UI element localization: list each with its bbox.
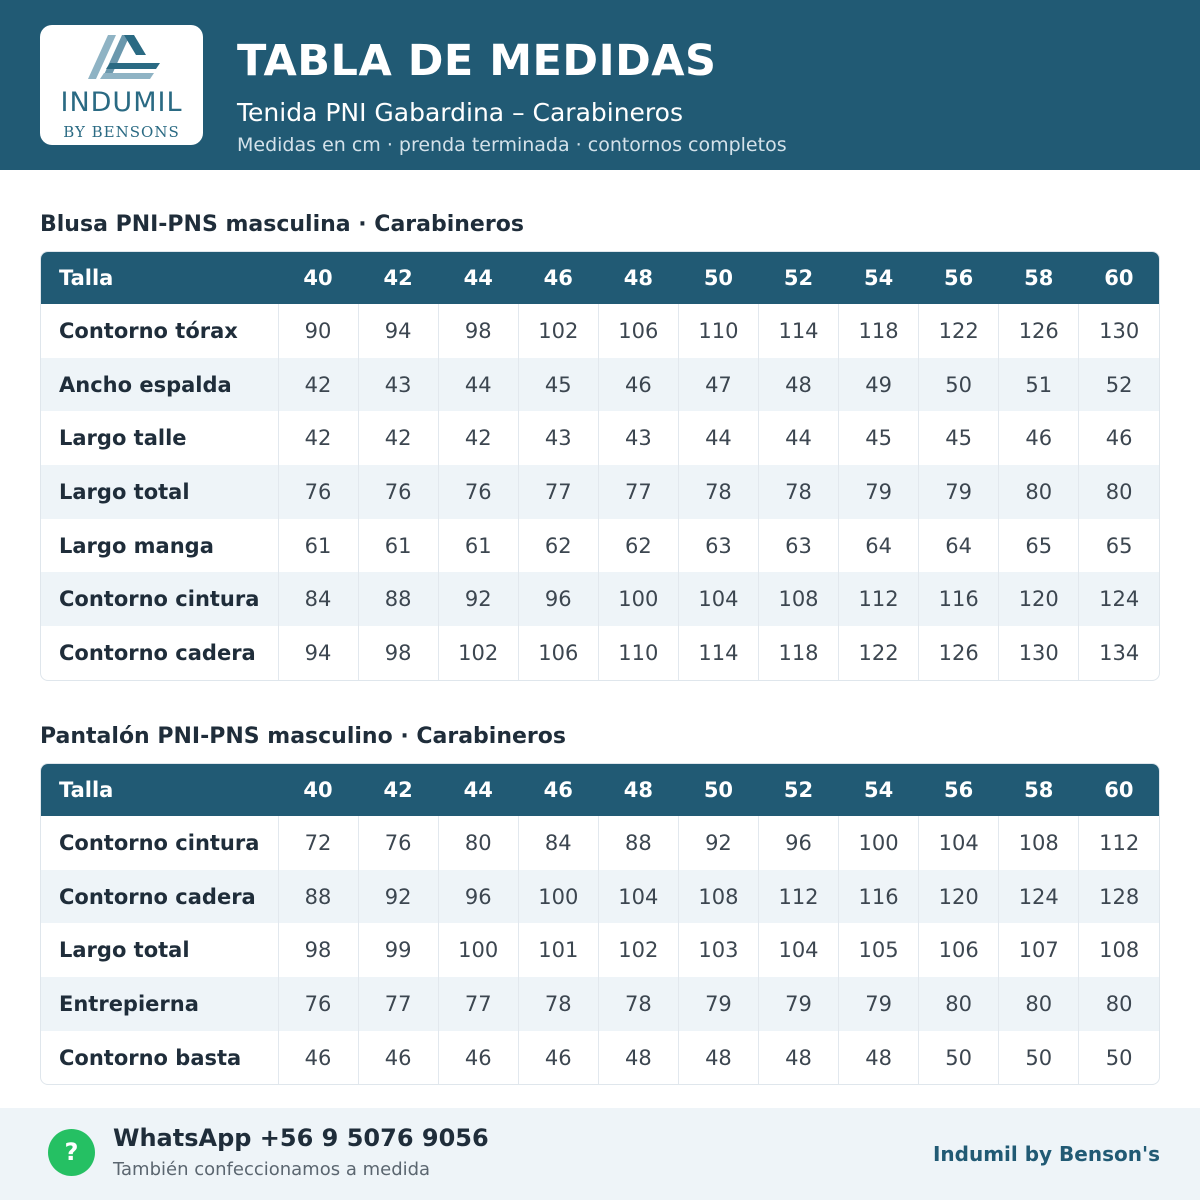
measurement-value: 94 bbox=[358, 304, 438, 358]
logo-subtitle: BY BENSONS bbox=[63, 123, 180, 141]
whatsapp-icon[interactable]: ? bbox=[48, 1129, 95, 1176]
measurement-value: 77 bbox=[518, 465, 598, 519]
measurement-value: 98 bbox=[438, 304, 518, 358]
measurement-value: 48 bbox=[839, 1031, 919, 1085]
measurement-value: 79 bbox=[839, 465, 919, 519]
measurement-value: 98 bbox=[278, 923, 358, 977]
indumil-logo-icon bbox=[84, 29, 164, 87]
measurement-value: 80 bbox=[1079, 977, 1159, 1031]
measurement-label: Contorno cintura bbox=[59, 830, 260, 855]
table-row bbox=[41, 519, 1159, 573]
measurement-value: 100 bbox=[598, 572, 678, 626]
measurement-label: Contorno cadera bbox=[59, 640, 256, 665]
measurement-value: 112 bbox=[758, 870, 838, 924]
table-row bbox=[41, 626, 1159, 680]
measurement-value: 96 bbox=[758, 816, 838, 870]
measurement-value: 80 bbox=[1079, 465, 1159, 519]
measurement-value: 114 bbox=[758, 304, 838, 358]
measurement-value: 63 bbox=[758, 519, 838, 573]
measurement-value: 126 bbox=[919, 626, 999, 680]
measurement-value: 43 bbox=[598, 411, 678, 465]
measurement-value: 88 bbox=[278, 870, 358, 924]
measurement-value: 104 bbox=[598, 870, 678, 924]
table-row bbox=[41, 1031, 1159, 1085]
size-header: 48 bbox=[623, 266, 653, 290]
measurement-value: 110 bbox=[678, 304, 758, 358]
brand-name: Indumil by Benson's bbox=[932, 1142, 1160, 1166]
measurement-value: 110 bbox=[598, 626, 678, 680]
measurement-value: 84 bbox=[278, 572, 358, 626]
measurement-value: 42 bbox=[358, 411, 438, 465]
measurement-value: 100 bbox=[518, 870, 598, 924]
measurement-value: 49 bbox=[839, 358, 919, 412]
logo-name: INDUMIL bbox=[60, 87, 183, 118]
measurement-value: 42 bbox=[278, 358, 358, 412]
measurement-value: 130 bbox=[999, 626, 1079, 680]
measurement-value: 122 bbox=[839, 626, 919, 680]
measurement-value: 79 bbox=[839, 977, 919, 1031]
size-header: 54 bbox=[863, 266, 894, 290]
measurement-value: 77 bbox=[438, 977, 518, 1031]
measurement-value: 124 bbox=[1079, 572, 1159, 626]
size-header: 56 bbox=[944, 266, 974, 290]
measurement-value: 50 bbox=[999, 1031, 1079, 1085]
page-subtitle: Tenida PNI Gabardina – Carabineros bbox=[237, 98, 683, 127]
measurement-value: 99 bbox=[358, 923, 438, 977]
measurement-value: 96 bbox=[518, 572, 598, 626]
measurement-label: Contorno cintura bbox=[59, 587, 260, 612]
size-header: 44 bbox=[463, 778, 493, 802]
size-header: 54 bbox=[863, 778, 894, 802]
measurement-value: 46 bbox=[518, 1031, 598, 1085]
measurement-value: 62 bbox=[518, 519, 598, 573]
size-header: 52 bbox=[783, 778, 814, 802]
measurement-value: 106 bbox=[518, 626, 598, 680]
measurement-value: 104 bbox=[758, 923, 838, 977]
measurement-value: 42 bbox=[278, 411, 358, 465]
measurement-value: 48 bbox=[678, 1031, 758, 1085]
measurement-value: 92 bbox=[358, 870, 438, 924]
measurement-value: 76 bbox=[358, 816, 438, 870]
size-header: 40 bbox=[303, 778, 333, 802]
measurement-label: Contorno cadera bbox=[59, 884, 256, 909]
measurement-value: 105 bbox=[839, 923, 919, 977]
measurement-value: 92 bbox=[678, 816, 758, 870]
header bbox=[0, 0, 1200, 170]
size-header: 44 bbox=[463, 266, 493, 290]
table-row bbox=[41, 572, 1159, 626]
measurement-value: 64 bbox=[919, 519, 999, 573]
measurement-value: 63 bbox=[678, 519, 758, 573]
measurement-value: 112 bbox=[839, 572, 919, 626]
page-title: TABLA DE MEDIDAS bbox=[237, 36, 717, 86]
measurement-value: 48 bbox=[758, 1031, 838, 1085]
measurement-value: 100 bbox=[839, 816, 919, 870]
measurement-value: 134 bbox=[1079, 626, 1159, 680]
measurement-value: 76 bbox=[278, 977, 358, 1031]
size-header: 50 bbox=[703, 778, 734, 802]
measurement-value: 42 bbox=[438, 411, 518, 465]
measurement-value: 120 bbox=[999, 572, 1079, 626]
measurement-value: 78 bbox=[598, 977, 678, 1031]
footer bbox=[0, 1108, 1200, 1200]
measurement-value: 118 bbox=[839, 304, 919, 358]
measurement-value: 45 bbox=[919, 411, 999, 465]
measurement-value: 104 bbox=[919, 816, 999, 870]
measurement-value: 108 bbox=[1079, 923, 1159, 977]
table-row bbox=[41, 870, 1159, 924]
measurement-value: 48 bbox=[758, 358, 838, 412]
table-header-row bbox=[41, 252, 1159, 304]
size-header: 42 bbox=[383, 778, 413, 802]
measurement-value: 43 bbox=[518, 411, 598, 465]
table-row bbox=[41, 977, 1159, 1031]
measurement-value: 46 bbox=[438, 1031, 518, 1085]
size-header: 58 bbox=[1024, 778, 1054, 802]
measurement-value: 94 bbox=[278, 626, 358, 680]
blusa-section-title: Blusa PNI-PNS masculina · Carabineros bbox=[40, 212, 524, 237]
size-header: 46 bbox=[543, 266, 573, 290]
measurement-value: 44 bbox=[438, 358, 518, 412]
measurement-value: 98 bbox=[358, 626, 438, 680]
measurement-value: 78 bbox=[758, 465, 838, 519]
measurement-label: Ancho espalda bbox=[59, 372, 232, 397]
table-row bbox=[41, 923, 1159, 977]
measurement-value: 102 bbox=[598, 923, 678, 977]
measurement-value: 45 bbox=[518, 358, 598, 412]
size-header: 40 bbox=[303, 266, 333, 290]
measurement-value: 46 bbox=[999, 411, 1079, 465]
measurement-value: 106 bbox=[598, 304, 678, 358]
measurement-value: 43 bbox=[358, 358, 438, 412]
measurement-value: 62 bbox=[598, 519, 678, 573]
size-header: 52 bbox=[783, 266, 814, 290]
measurement-value: 65 bbox=[1079, 519, 1159, 573]
measurement-value: 46 bbox=[598, 358, 678, 412]
measurement-value: 106 bbox=[919, 923, 999, 977]
measurement-value: 50 bbox=[1079, 1031, 1159, 1085]
size-header: 60 bbox=[1104, 778, 1134, 802]
measurement-value: 102 bbox=[518, 304, 598, 358]
measurement-value: 46 bbox=[278, 1031, 358, 1085]
size-header: 46 bbox=[543, 778, 573, 802]
measurement-label: Largo total bbox=[59, 479, 190, 504]
measurement-value: 122 bbox=[919, 304, 999, 358]
measurement-value: 100 bbox=[438, 923, 518, 977]
measurement-value: 108 bbox=[999, 816, 1079, 870]
size-header: 56 bbox=[944, 778, 974, 802]
measurement-value: 64 bbox=[839, 519, 919, 573]
measurement-value: 78 bbox=[678, 465, 758, 519]
pantalon-size-table bbox=[40, 763, 1160, 1085]
measurement-value: 78 bbox=[518, 977, 598, 1031]
measurement-value: 44 bbox=[758, 411, 838, 465]
measurement-value: 76 bbox=[278, 465, 358, 519]
measurement-value: 102 bbox=[438, 626, 518, 680]
measurement-value: 124 bbox=[999, 870, 1079, 924]
measurement-value: 79 bbox=[678, 977, 758, 1031]
measurement-value: 77 bbox=[598, 465, 678, 519]
measurement-value: 101 bbox=[518, 923, 598, 977]
pantalon-section-title: Pantalón PNI-PNS masculino · Carabineros bbox=[40, 724, 566, 749]
measurement-value: 126 bbox=[999, 304, 1079, 358]
measurement-value: 108 bbox=[758, 572, 838, 626]
measurement-value: 47 bbox=[678, 358, 758, 412]
measurement-value: 90 bbox=[278, 304, 358, 358]
measurement-value: 114 bbox=[678, 626, 758, 680]
measurement-value: 118 bbox=[758, 626, 838, 680]
measurement-value: 112 bbox=[1079, 816, 1159, 870]
measurement-value: 116 bbox=[919, 572, 999, 626]
table-row bbox=[41, 411, 1159, 465]
table-row bbox=[41, 358, 1159, 412]
measurement-value: 120 bbox=[919, 870, 999, 924]
measurement-value: 44 bbox=[678, 411, 758, 465]
measurement-value: 88 bbox=[358, 572, 438, 626]
logo bbox=[40, 25, 203, 145]
size-header: 58 bbox=[1024, 266, 1054, 290]
measurement-label: Entrepierna bbox=[59, 991, 199, 1016]
size-header: 60 bbox=[1104, 266, 1134, 290]
measurement-value: 72 bbox=[278, 816, 358, 870]
measurement-label: Largo manga bbox=[59, 533, 214, 558]
measurement-value: 51 bbox=[999, 358, 1079, 412]
measurement-value: 84 bbox=[518, 816, 598, 870]
measurement-value: 50 bbox=[919, 1031, 999, 1085]
measurement-value: 61 bbox=[358, 519, 438, 573]
table-row bbox=[41, 304, 1159, 358]
measurement-value: 65 bbox=[999, 519, 1079, 573]
measurement-value: 46 bbox=[1079, 411, 1159, 465]
measurement-value: 76 bbox=[358, 465, 438, 519]
size-header: 42 bbox=[383, 266, 413, 290]
whatsapp-contact[interactable]: WhatsApp +56 9 5076 9056 bbox=[113, 1124, 489, 1152]
measurement-value: 52 bbox=[1079, 358, 1159, 412]
measurement-value: 92 bbox=[438, 572, 518, 626]
measurement-value: 77 bbox=[358, 977, 438, 1031]
measurement-value: 96 bbox=[438, 870, 518, 924]
measurement-value: 116 bbox=[839, 870, 919, 924]
units-note: Medidas en cm · prenda terminada · contornos completos bbox=[237, 134, 787, 156]
measurement-value: 80 bbox=[438, 816, 518, 870]
measurement-value: 88 bbox=[598, 816, 678, 870]
measurement-value: 80 bbox=[919, 977, 999, 1031]
measurement-value: 80 bbox=[999, 977, 1079, 1031]
measurement-label: Largo total bbox=[59, 938, 190, 963]
measurement-value: 61 bbox=[438, 519, 518, 573]
talla-header: Talla bbox=[59, 266, 114, 290]
measurement-value: 103 bbox=[678, 923, 758, 977]
measurement-value: 104 bbox=[678, 572, 758, 626]
table-row bbox=[41, 816, 1159, 870]
measurement-value: 130 bbox=[1079, 304, 1159, 358]
table-row bbox=[41, 465, 1159, 519]
measurement-value: 107 bbox=[999, 923, 1079, 977]
measurement-value: 76 bbox=[438, 465, 518, 519]
talla-header: Talla bbox=[59, 778, 114, 802]
measurement-label: Largo talle bbox=[59, 426, 187, 451]
size-header: 50 bbox=[703, 266, 734, 290]
measurement-value: 108 bbox=[678, 870, 758, 924]
custom-made-note: También confeccionamos a medida bbox=[113, 1159, 431, 1180]
measurement-value: 61 bbox=[278, 519, 358, 573]
measurement-value: 45 bbox=[839, 411, 919, 465]
table-header-row bbox=[41, 764, 1159, 816]
measurement-value: 79 bbox=[758, 977, 838, 1031]
measurement-value: 48 bbox=[598, 1031, 678, 1085]
measurement-value: 80 bbox=[999, 465, 1079, 519]
measurement-value: 46 bbox=[358, 1031, 438, 1085]
size-header: 48 bbox=[623, 778, 653, 802]
measurement-value: 128 bbox=[1079, 870, 1159, 924]
measurement-label: Contorno tórax bbox=[59, 318, 238, 343]
blusa-size-table bbox=[40, 251, 1160, 681]
measurement-value: 79 bbox=[919, 465, 999, 519]
measurement-value: 50 bbox=[919, 358, 999, 412]
measurement-label: Contorno basta bbox=[59, 1045, 242, 1070]
